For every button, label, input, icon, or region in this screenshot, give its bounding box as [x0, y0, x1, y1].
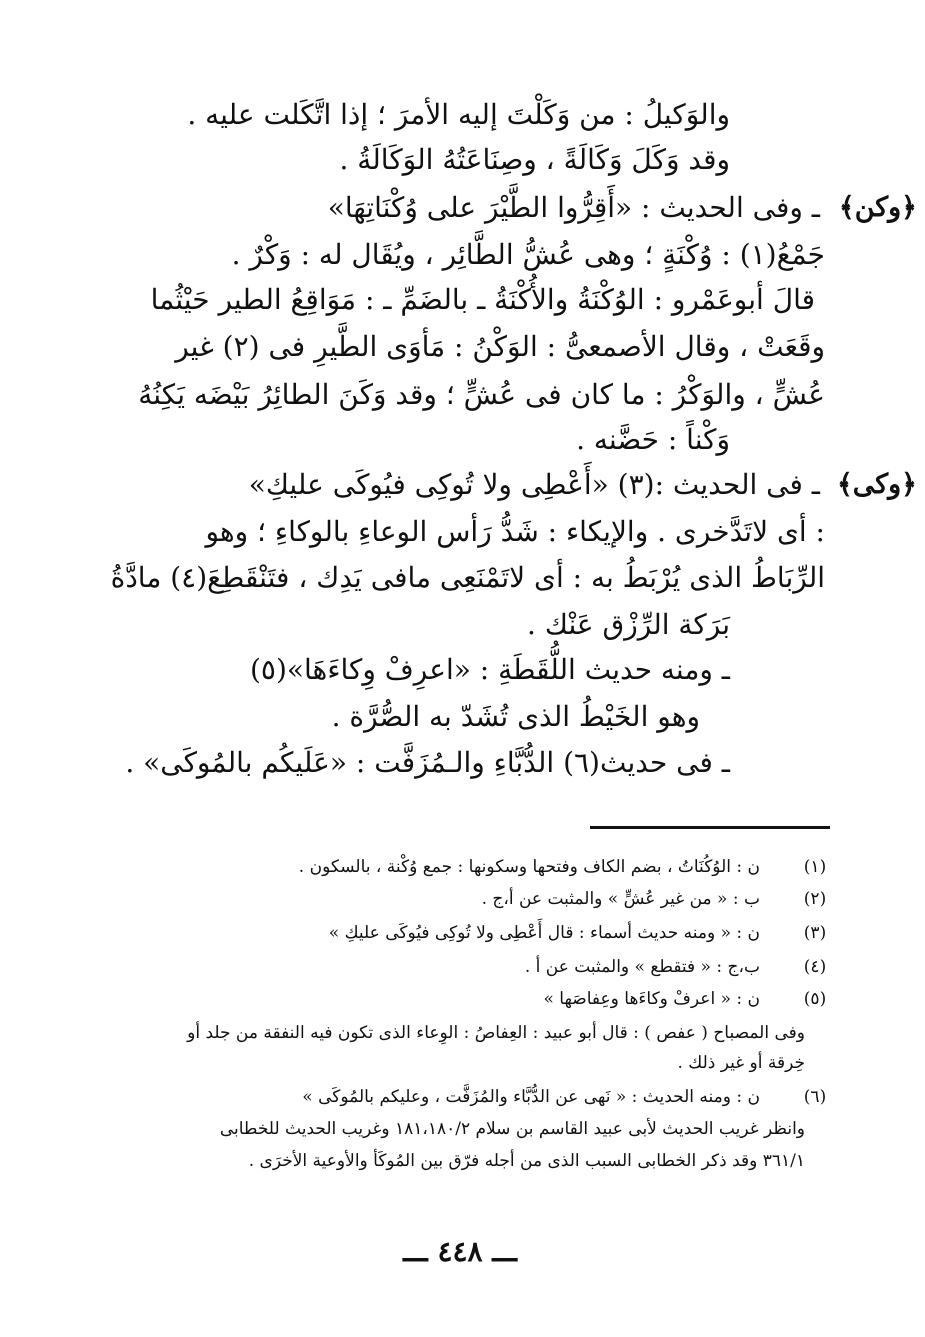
footnote: [0, 852, 925, 882]
footnote-number: (٤): [803, 957, 827, 977]
text-line: جَمْعُ(١) : وُكْنَةٍ ؛ وهى عُشُّ الطَّائِر ، ويُقَال له : وَكْرٌ .: [231, 238, 825, 271]
footnote-text: ن : ومنه الحديث : « نَهى عن الدُّبَّاء والمُزَفَّت ، وعليكم بالمُوكَى »: [302, 1087, 760, 1107]
text-line: والوَكيلُ : من وَكَلْتَ إليه الأمرَ ؛ إذا اتَّكَلت عليه .: [187, 98, 730, 131]
footnote-continuation: [0, 1018, 925, 1048]
footnote-text: خِرقة أو غير ذلك .: [677, 1053, 805, 1073]
footnote: [0, 952, 925, 982]
footnote-text: ب : « من غير عُشٍّ » والمثبت عن أ،ج .: [481, 889, 760, 909]
footnote-number: (٥): [803, 989, 827, 1009]
footnote-separator: [590, 826, 830, 829]
text-line: بَرَكة الرِّزْق عَنْك .: [527, 608, 730, 641]
footnote-continuation: [0, 1146, 925, 1176]
text-line: وقد وَكَلَ وَكَالَةً ، وصِنَاعَتُهُ الوَكَالَةُ .: [339, 143, 730, 176]
text-line: : أى لاتَدَّخرى . والإيكاء : شَدُّ رَأس الوعاءِ بالوكاءِ ؛ وهو: [205, 515, 825, 548]
footnote-text: ن : الوُكُنَاتُ ، بضم الكاف وفتحها وسكونها : جمع وُكْنة ، بالسكون .: [298, 857, 760, 877]
footnote-continuation: [0, 1114, 925, 1144]
page-number: ـــ ٤٤٨ ـــ: [403, 1235, 517, 1268]
footnote: [0, 984, 925, 1014]
footnote: [0, 1082, 925, 1112]
footnote-text: وفى المصباح ( عفص ) : قال أبو عبيد : العِفاصُ : الوِعاء الذى تكون فيه النفقة من جلد أو: [187, 1023, 805, 1043]
footnote: [0, 884, 925, 914]
text-line: ـ فى حديث(٦) الدُّبَّاءِ والـمُزَفَّت : «عَلَيكُم بالمُوكَى» .: [125, 746, 730, 779]
footnote-text: ن : « اعرفْ وكاءَها وعِفاصَها »: [543, 989, 760, 1009]
footnote-continuation: [0, 1048, 925, 1078]
text-line: وقَعَتْ ، وقال الأصمعىُّ : الوَكْنُ : مَأوَى الطَّيرِ فى (٢) غير: [175, 330, 825, 363]
root-marker-wakan: ﴿وكن﴾: [838, 192, 917, 223]
text-line: عُشٍّ ، والوَكْرُ : ما كان فى عُشٍّ ؛ وقد وَكَنَ الطائِرُ بَيْضَه يَكِنُهُ: [138, 378, 825, 411]
footnote-number: (٦): [803, 1087, 827, 1107]
root-marker-waka: ﴿وكى﴾: [836, 469, 917, 500]
footnote-text: ٣٦١/١ وقد ذكر الخطابى السبب الذى من أجله فرّق بين المُوكَأ والأوعية الأخرَى .: [248, 1151, 805, 1171]
footnote-text: ب،ج : « فتقطع » والمثبت عن أ .: [524, 957, 760, 977]
footnote-number: (٣): [803, 923, 827, 943]
footnote-number: (٢): [803, 889, 827, 909]
text-line: الرِّبَاطُ الذى يُرْبَطُ به : أى لاتَمْنَعِى مافى يَدِك ، فتَنْقَطِعَ(٤) مادَّةُ: [110, 561, 825, 594]
text-line: ﴿وكى﴾ ـ فى الحديث :(٣) «أَعْطِى ولا تُوكِى فيُوكَى عليكِ»: [0, 460, 925, 510]
text-line: وَكْناً : حَضَّنه .: [576, 423, 730, 456]
text-line: وهو الخَيْطُ الذى تُشَدّ به الصُّرَّة .: [331, 700, 700, 733]
footnote-text: وانظر غريب الحديث لأبى عبيد القاسم بن سلام ١٨١،١٨٠/٢ وغريب الحديث للخطابى: [219, 1119, 805, 1139]
footnote-text: ن : « ومنه حديث أسماء : قال أَعْطِى ولا تُوكِى فيُوكَى عليكِ »: [328, 923, 760, 943]
footnote-number: (١): [803, 857, 827, 877]
text-line: ﴿وكن﴾ ـ وفى الحديث : «أَقِرُّوا الطَّيْرَ على وُكْنَاتِهَا»: [0, 183, 925, 233]
text-line: قالَ أبوعَمْرو : الوُكْنَةُ والأُكْنَةُ ـ بالضَمِّ ـ : مَوَاقِعُ الطير حَيْثُما: [150, 283, 815, 316]
text-line: ـ ومنه حديث اللُّقَطَةِ : «اعرِفْ وِكاءَهَا»(٥): [249, 653, 730, 686]
footnote: [0, 918, 925, 948]
